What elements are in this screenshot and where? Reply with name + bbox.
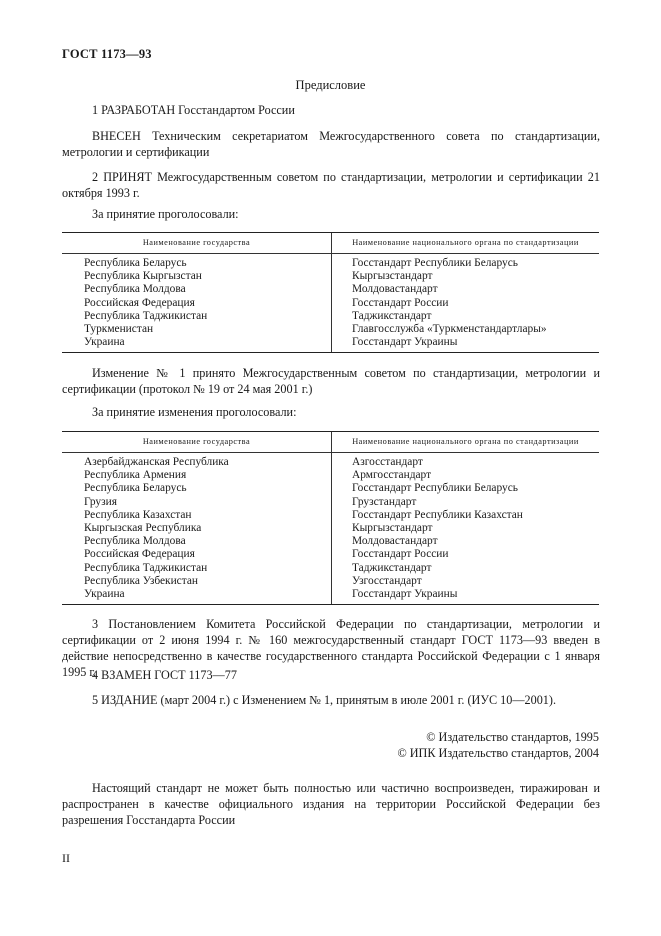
table-cell: Молдовастандарт	[352, 535, 438, 548]
table-cell: Госстандарт Украины	[352, 336, 458, 349]
column-header-body: Наименование национального органа по стандартизации	[352, 238, 579, 247]
table-cell: Узгосстандарт	[352, 574, 422, 587]
table-cell: Грузия	[84, 495, 117, 508]
table-cell: Азгосстандарт	[352, 456, 423, 468]
voting-table	[62, 232, 599, 353]
reproduction-notice: Настоящий стандарт не может быть полностью или частично воспроизведен, тиражирован и распространен в качестве официального издания на территории Российской Федерации без разрешения Госстандарта России	[62, 781, 600, 827]
table-cell: Республика Узбекистан	[84, 574, 198, 587]
table-cell: Госстандарт России	[352, 296, 449, 309]
table-cell: Российская Федерация	[84, 548, 195, 561]
paragraph-edition: 5 ИЗДАНИЕ (март 2004 г.) с Изменением № 1, принятым в июле 2001 г. (ИУС 10—2001).	[92, 693, 557, 707]
paragraph-amendment-voted: За принятие изменения проголосовали:	[92, 405, 297, 419]
table-cell: Госстандарт Республики Казахстан	[352, 508, 523, 521]
table-cell: Республика Беларусь	[84, 257, 187, 269]
table-cell: Республика Казахстан	[84, 508, 192, 521]
table-cell: Республика Кыргызстан	[84, 270, 202, 283]
table-cell: Кыргызстандарт	[352, 521, 433, 534]
table-cell: Армгосстандарт	[352, 469, 432, 482]
table-cell: Главгосслужба «Туркменстандартлары»	[352, 322, 547, 335]
page-number: II	[62, 851, 70, 865]
states-column	[62, 254, 332, 352]
table-cell: Республика Таджикистан	[84, 561, 208, 574]
copyright-2004: © ИПК Издательство стандартов, 2004	[397, 746, 599, 760]
column-header-state: Наименование государства	[62, 233, 332, 253]
paragraph-introduced: ВНЕСЕН Техническим секретариатом Межгосударственного совета по стандартизации, метрологии и сертификации	[62, 129, 600, 159]
document-id: ГОСТ 1173—93	[62, 47, 152, 61]
table-cell: Таджикстандарт	[352, 561, 432, 574]
bodies-column	[332, 453, 599, 604]
table-cell: Республика Армения	[84, 469, 187, 482]
table-body	[62, 453, 599, 604]
paragraph-adopted: 2 ПРИНЯТ Межгосударственным советом по стандартизации, метрологии и сертификации 21 октября 1993 г.	[62, 170, 600, 200]
paragraph-amendment: Изменение № 1 принято Межгосударственным советом по стандартизации, метрологии и сертификации (протокол № 19 от 24 мая 2001 г.)	[62, 366, 600, 396]
table-cell: Кыргызская Республика	[84, 521, 202, 534]
table-cell: Республика Молдова	[84, 283, 186, 296]
table-cell: Таджикстандарт	[352, 309, 432, 322]
table-cell: Азербайджанская Республика	[84, 456, 229, 468]
table-cell: Госстандарт Республики Беларусь	[352, 257, 518, 269]
table-header	[62, 432, 599, 453]
table-cell: Молдовастандарт	[352, 283, 438, 296]
table-header	[62, 233, 599, 254]
column-header-state: Наименование государства	[62, 432, 332, 452]
paragraph-voted: За принятие проголосовали:	[92, 207, 239, 221]
amendment-voting-table	[62, 431, 599, 605]
table-cell: Украина	[84, 336, 125, 349]
paragraph-replaces: 4 ВЗАМЕН ГОСТ 1173—77	[92, 668, 237, 682]
paragraph-enactment: 3 Постановлением Комитета Российской Федерации по стандартизации, метрологии и сертификации от 2 июня 1994 г. № 160 межгосударственный стандарт ГОСТ 1173—93 введен в действие непосредственно в качестве государственного стандарта Российской Федерации с 1 января 1995 г.	[62, 617, 600, 679]
table-cell: Республика Молдова	[84, 535, 186, 548]
paragraph-developed: 1 РАЗРАБОТАН Госстандартом России	[92, 103, 295, 117]
table-cell: Республика Таджикистан	[84, 309, 208, 322]
copyright-1995: © Издательство стандартов, 1995	[426, 730, 599, 744]
table-cell: Госстандарт России	[352, 548, 449, 561]
page-title: Предисловие	[295, 78, 366, 92]
states-column	[62, 453, 332, 604]
table-cell: Госстандарт Республики Беларусь	[352, 482, 518, 495]
table-cell: Республика Беларусь	[84, 482, 187, 495]
table-cell: Туркменистан	[84, 322, 154, 335]
column-header-body: Наименование национального органа по стандартизации	[352, 437, 579, 446]
bodies-column	[332, 254, 599, 352]
table-cell: Российская Федерация	[84, 296, 195, 309]
table-cell: Кыргызстандарт	[352, 270, 433, 283]
table-body	[62, 254, 599, 352]
table-cell: Грузстандарт	[352, 495, 417, 508]
table-cell: Украина	[84, 587, 125, 600]
table-cell: Госстандарт Украины	[352, 587, 458, 600]
